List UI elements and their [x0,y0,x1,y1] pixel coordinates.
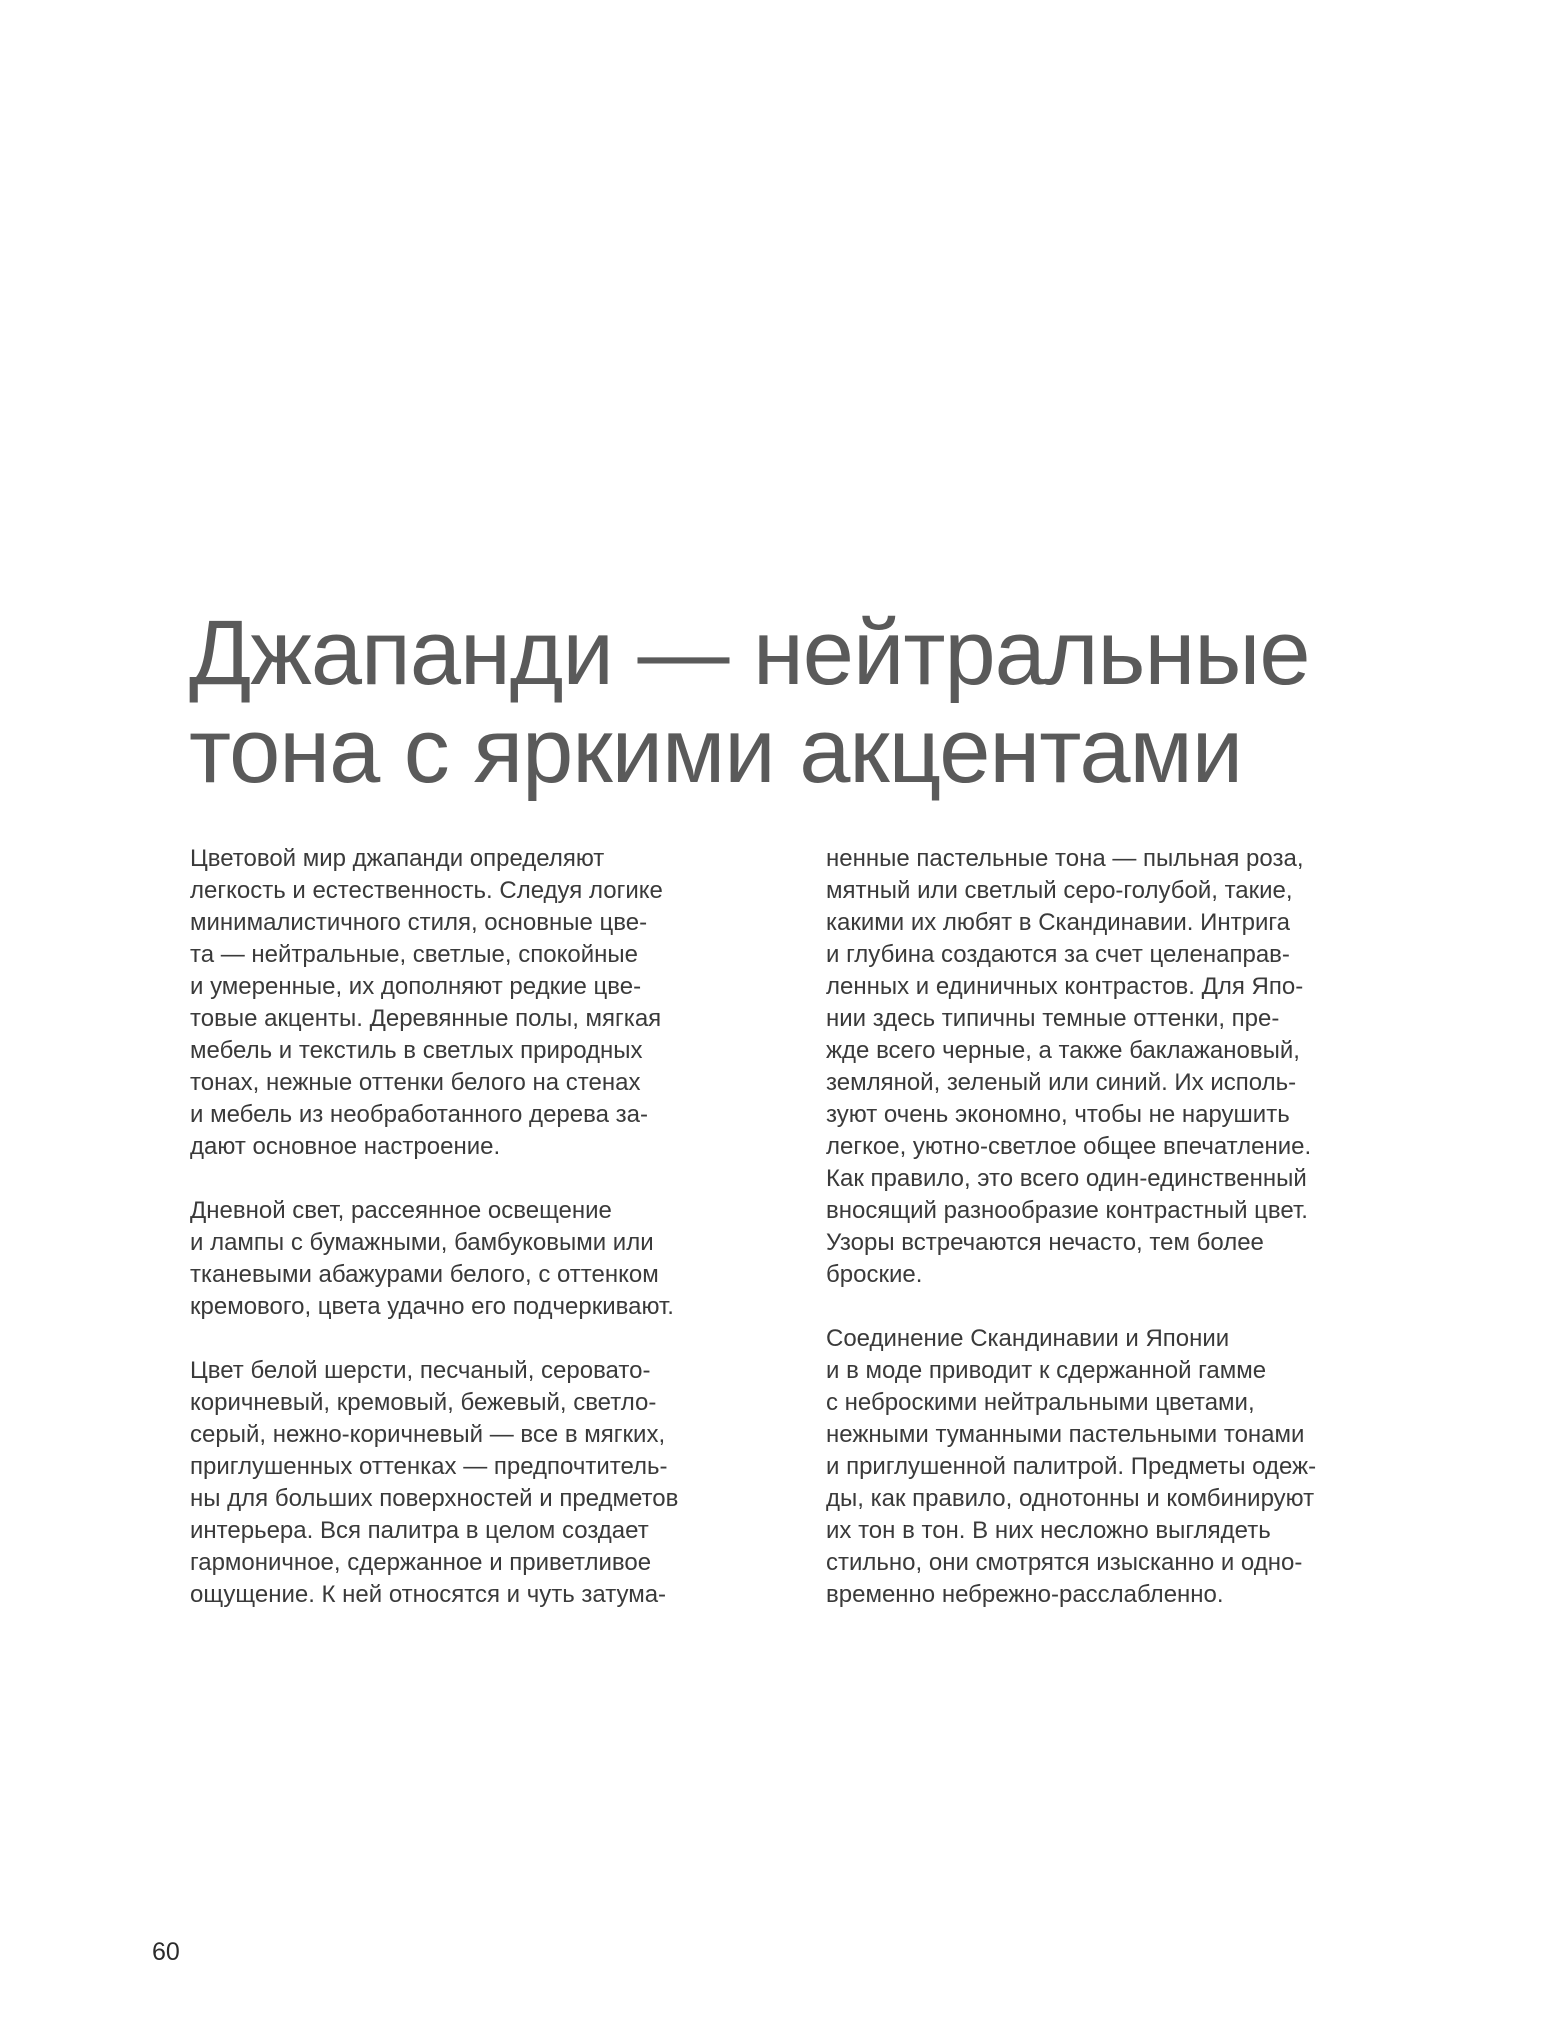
text-line: их тон в тон. В них несложно выглядеть [826,1517,1271,1544]
text-line: нежными туманными пастельными тонами [826,1421,1305,1448]
text-line: интерьера. Вся палитра в целом создает [190,1517,649,1544]
text-line: Соединение Скандинавии и Японии [826,1325,1230,1352]
text-line: и мебель из необработанного дерева за- [190,1101,648,1128]
text-line: жде всего черные, а также баклажановый, [826,1037,1300,1064]
text-line: минималистичного стиля, основные цве- [190,909,648,936]
text-line: с неброскими нейтральными цветами, [826,1389,1255,1416]
text-line: стильно, они смотрятся изысканно и одно- [826,1549,1303,1576]
paragraph [190,1195,770,1323]
text-line: товые акценты. Деревянные полы, мягкая [190,1005,662,1032]
text-line: ны для больших поверхностей и предметов [190,1485,679,1512]
text-line: легкость и естественность. Следуя логике [190,877,663,904]
text-line: вносящий разнообразие контрастный цвет. [826,1197,1308,1224]
text-line: Цветовой мир джапанди определяют [190,845,605,872]
title-line-2: тона с яркими акцентами [189,700,1243,802]
text-line: легкое, уютно-светлое общее впечатление. [826,1133,1312,1160]
text-line: земляной, зеленый или синий. Их исполь- [826,1069,1297,1096]
text-line: коричневый, кремовый, бежевый, светло- [190,1389,657,1416]
text-line: Узоры встречаются нечасто, тем более [826,1229,1264,1256]
text-line: ощущение. К ней относятся и чуть затума- [190,1581,667,1608]
text-line: мебель и текстиль в светлых природных [190,1037,643,1064]
text-line: тканевыми абажурами белого, с оттенком [190,1261,659,1288]
text-line: броские. [826,1261,923,1288]
text-line: Дневной свет, рассеянное освещение [190,1197,612,1224]
text-line: приглушенных оттенках — предпочтитель- [190,1453,668,1480]
paragraph [826,843,1406,1291]
text-line: гармоничное, сдержанное и приветливое [190,1549,652,1576]
paragraph [826,1323,1406,1611]
text-line: Цвет белой шерсти, песчаный, серовато- [190,1357,651,1384]
text-line: кремового, цвета удачно его подчеркивают. [190,1293,674,1320]
text-line: ненные пастельные тона — пыльная роза, [826,845,1304,872]
text-line: и глубина создаются за счет целенаправ- [826,941,1290,968]
page-title [189,604,1439,800]
text-line: и умеренные, их дополняют редкие цве- [190,973,642,1000]
paragraph [190,1355,770,1611]
text-line: дают основное настроение. [190,1133,501,1160]
right-column [826,843,1406,1643]
text-line: та — нейтральные, светлые, спокойные [190,941,638,968]
text-line: какими их любят в Скандинавии. Интрига [826,909,1290,936]
text-line: и в моде приводит к сдержанной гамме [826,1357,1267,1384]
left-column [190,843,770,1643]
text-line: мятный или светлый серо-голубой, такие, [826,877,1293,904]
text-line: серый, нежно-коричневый — все в мягких, [190,1421,666,1448]
text-line: нии здесь типичны темные оттенки, пре- [826,1005,1280,1032]
page-number: 60 [152,1938,180,1966]
text-line: и лампы с бумажными, бамбуковыми или [190,1229,654,1256]
text-line: и приглушенной палитрой. Предметы одеж- [826,1453,1317,1480]
text-line: зуют очень экономно, чтобы не нарушить [826,1101,1290,1128]
text-line: Как правило, это всего один-единственный [826,1165,1307,1192]
text-line: тонах, нежные оттенки белого на стенах [190,1069,641,1096]
title-line-1: Джапанди — нейтральные [189,602,1310,704]
text-line: ленных и единичных контрастов. Для Япо- [826,973,1304,1000]
text-line: ды, как правило, однотонны и комбинируют [826,1485,1315,1512]
paragraph [190,843,770,1163]
text-line: временно небрежно-расслабленно. [826,1581,1224,1608]
